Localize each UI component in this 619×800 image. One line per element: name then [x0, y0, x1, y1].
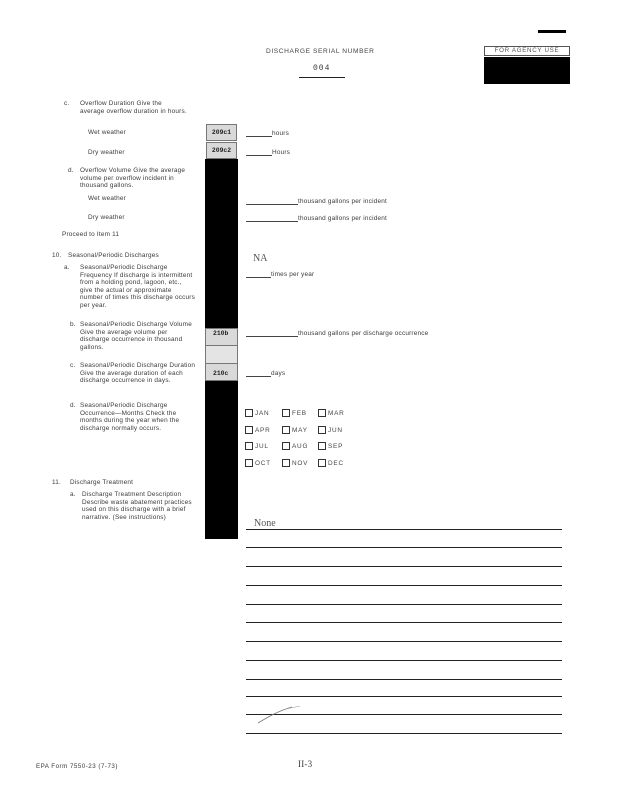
code-box-210b-shading — [205, 346, 238, 363]
narrative-line[interactable] — [246, 585, 562, 586]
item-d-dry-blank[interactable] — [246, 221, 298, 222]
item-10b-blank[interactable] — [246, 336, 298, 337]
narrative-line[interactable] — [246, 604, 562, 605]
item-10c-unit: days — [271, 370, 286, 377]
month-label: JUL — [255, 443, 269, 450]
item-c-title: Overflow Duration Give the average overflow duration in hours. — [80, 100, 187, 115]
narrative-line[interactable] — [246, 566, 562, 567]
code-box-210b: 210b — [205, 328, 238, 346]
serial-number-underline — [299, 77, 345, 78]
item-d-label: d. — [68, 167, 74, 174]
item-d-wet-label: Wet weather — [88, 195, 126, 202]
item-10c-text: Seasonal/Periodic Discharge Duration Give the average duration of each discharge occurrence in days. — [80, 362, 196, 385]
month-checkbox[interactable] — [245, 442, 253, 450]
serial-number-label: DISCHARGE SERIAL NUMBER — [266, 48, 375, 55]
narrative-line[interactable] — [246, 660, 562, 661]
item-10b-unit: thousand gallons per discharge occurrence — [298, 330, 429, 337]
month-label: JUN — [328, 427, 343, 434]
month-checkbox[interactable] — [245, 426, 253, 434]
item-c-label: c. — [64, 100, 70, 107]
item-11-title: Discharge Treatment — [70, 479, 134, 486]
month-label: DEC — [328, 460, 344, 467]
month-checkbox[interactable] — [282, 442, 290, 450]
month-label: OCT — [255, 460, 271, 467]
item-d-wet-unit: thousand gallons per incident — [298, 198, 387, 205]
narrative-line[interactable] — [246, 696, 562, 697]
item-10-title: Seasonal/Periodic Discharges — [68, 252, 159, 259]
narrative-line[interactable] — [246, 679, 562, 680]
item-10c-blank[interactable] — [246, 376, 271, 377]
agency-use-redaction — [484, 57, 570, 84]
code-box-209c1: 209c1 — [206, 124, 237, 141]
month-label: MAR — [328, 410, 345, 417]
item-10a-text: Seasonal/Periodic Discharge Frequency If discharge is intermittent from a holding pond, lagoon, etc., give the actual or approximate number of times this discharge occurs per year. — [80, 264, 196, 309]
form-identifier: EPA Form 7550-23 (7-73) — [36, 763, 118, 770]
month-checkbox[interactable] — [245, 409, 253, 417]
item-11a-handwritten-none: None — [254, 518, 276, 529]
item-d-wet-blank[interactable] — [246, 204, 298, 205]
month-label: NOV — [292, 460, 309, 467]
item-11-number: 11. — [52, 479, 62, 486]
item-11a-text: Discharge Treatment Description Describe waste abatement practices used on this discharge with a brief narrative. (See instructions) — [82, 491, 192, 521]
narrative-line[interactable] — [246, 529, 562, 530]
narrative-line[interactable] — [246, 547, 562, 548]
agency-use-label: FOR AGENCY USE — [494, 47, 560, 54]
item-10d-label: d. — [70, 402, 76, 409]
month-label: APR — [255, 427, 271, 434]
month-checkbox[interactable] — [318, 459, 326, 467]
item-10-number: 10. — [52, 252, 62, 259]
redaction-column-bottom — [205, 381, 238, 539]
month-label: AUG — [292, 443, 309, 450]
item-10b-text: Seasonal/Periodic Discharge Volume Give the average volume per discharge occurrence in thousand gallons. — [80, 321, 192, 351]
item-10b-label: b. — [70, 321, 76, 328]
month-label: JAN — [255, 410, 270, 417]
corner-mark — [538, 30, 566, 33]
narrative-line[interactable] — [246, 733, 562, 734]
narrative-line[interactable] — [246, 641, 562, 642]
item-11a-label: a. — [70, 491, 76, 498]
item-d-title: Overflow Volume Give the average volume per overflow incident in thousand gallons. — [80, 167, 186, 190]
month-checkbox[interactable] — [318, 442, 326, 450]
serial-number-value: 004 — [313, 64, 331, 73]
item-10-handwritten-na: NA — [253, 253, 268, 264]
page-number: II-3 — [298, 759, 313, 769]
month-label: FEB — [292, 410, 307, 417]
agency-use-box — [484, 46, 570, 56]
item-c-dry-unit: Hours — [272, 149, 291, 156]
item-d-dry-label: Dry weather — [88, 214, 125, 221]
item-10d-text: Seasonal/Periodic Discharge Occurrence—Months Check the months during the year when the discharge normally occurs. — [80, 402, 180, 432]
pen-stroke-mark — [256, 703, 306, 725]
month-checkbox[interactable] — [282, 426, 290, 434]
proceed-to-item-11: Proceed to Item 11 — [62, 231, 120, 238]
month-checkbox[interactable] — [282, 459, 290, 467]
item-10a-blank[interactable] — [246, 277, 271, 278]
item-d-dry-unit: thousand gallons per incident — [298, 215, 387, 222]
item-c-dry-label: Dry weather — [88, 149, 125, 156]
month-label: MAY — [292, 427, 308, 434]
item-c-wet-label: Wet weather — [88, 129, 126, 136]
month-checkbox[interactable] — [318, 426, 326, 434]
month-checkbox[interactable] — [318, 409, 326, 417]
month-checkbox[interactable] — [282, 409, 290, 417]
narrative-line[interactable] — [246, 622, 562, 623]
item-10c-label: c. — [70, 362, 76, 369]
redaction-column-top — [205, 159, 238, 328]
item-c-dry-blank[interactable] — [246, 155, 272, 156]
item-10a-label: a. — [64, 264, 70, 271]
code-box-210c: 210c — [205, 363, 238, 381]
item-10a-unit: times per year — [271, 271, 315, 278]
month-label: SEP — [328, 443, 344, 450]
month-checkbox[interactable] — [245, 459, 253, 467]
code-box-209c2: 209c2 — [206, 142, 237, 159]
item-c-wet-blank[interactable] — [246, 136, 272, 137]
item-c-wet-unit: hours — [272, 130, 289, 137]
